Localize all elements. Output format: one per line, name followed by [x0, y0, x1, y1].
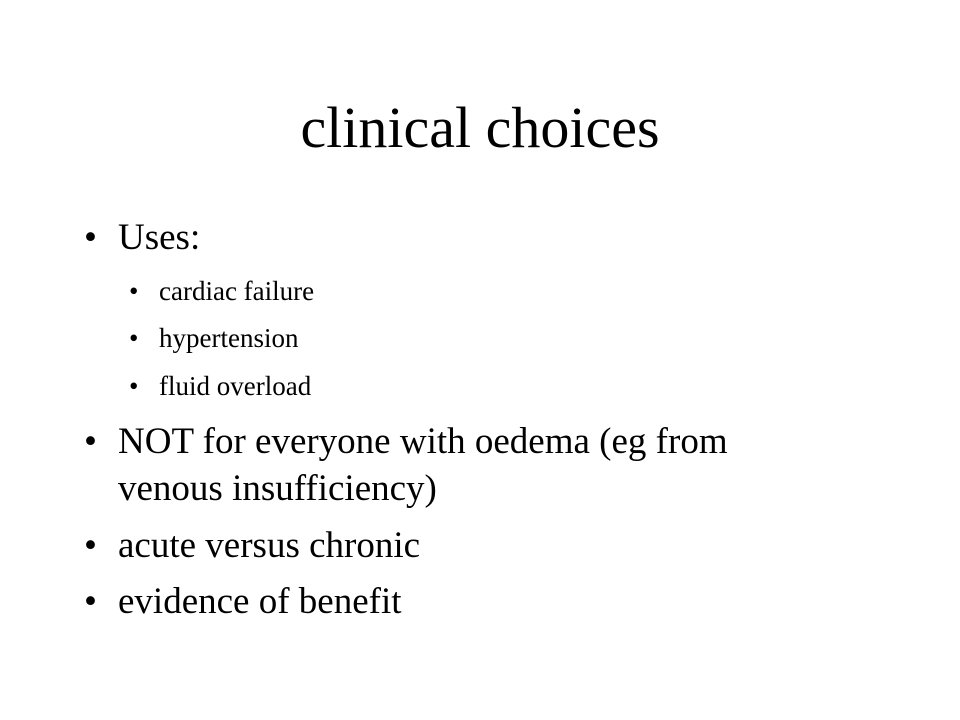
slide-title: clinical choices — [300, 95, 660, 160]
sub-bullet-dot-icon: • — [129, 371, 139, 401]
bullet-dot-icon: • — [84, 217, 97, 258]
bullet-text: acute versus chronic — [118, 525, 421, 566]
sub-bullet-dot-icon: • — [129, 276, 139, 306]
sub-bullet-text: cardiac failure — [159, 276, 315, 306]
bullet-text-continuation: venous insufficiency) — [118, 468, 437, 509]
sub-bullet-dot-icon: • — [129, 323, 139, 353]
bullet-dot-icon: • — [84, 421, 97, 462]
bullet-dot-icon: • — [84, 525, 97, 566]
bullet-dot-icon: • — [84, 581, 97, 622]
bullet-text: evidence of benefit — [118, 581, 402, 622]
bullet-text: NOT for everyone with oedema (eg from — [118, 421, 728, 462]
sub-bullet-text: hypertension — [159, 323, 299, 353]
sub-bullet-text: fluid overload — [159, 371, 312, 401]
bullet-text: Uses: — [118, 217, 201, 258]
